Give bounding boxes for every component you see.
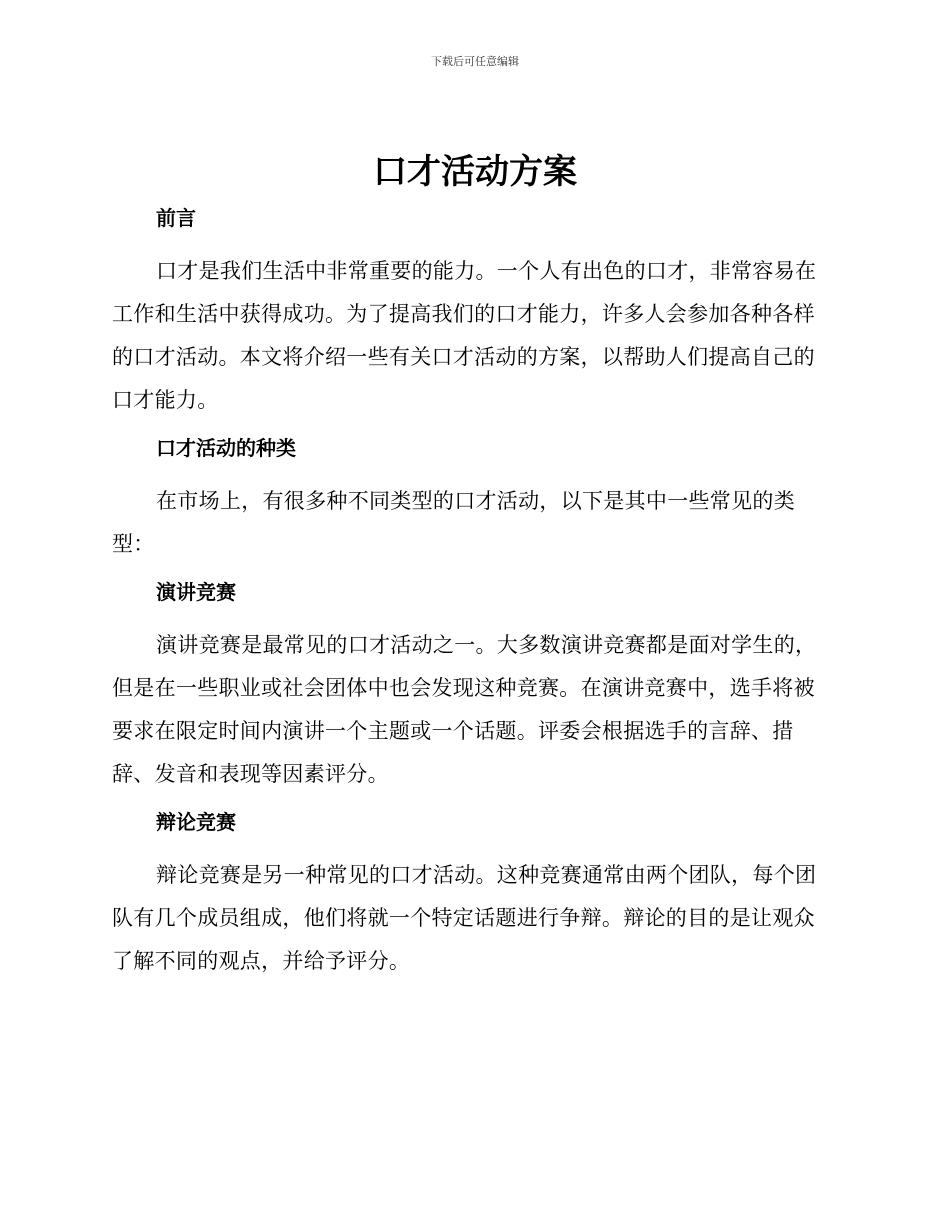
section-debate-contest [112, 808, 832, 983]
header-note: 下载后可任意编辑 [431, 55, 519, 68]
section-paragraph: 演讲竞赛是最常见的口才活动之一。大多数演讲竞赛都是面对学生的，但是在一些职业或社会团体中也会发现这种竞赛。在演讲竞赛中，选手将被要求在限定时间内演讲一个主题或一个话题。评委会根据选手的言辞、措辞、发音和表现等因素评分。 [112, 633, 817, 786]
section-heading: 口才活动的种类 [156, 436, 296, 460]
section-preface [112, 204, 832, 422]
section-paragraph: 在市场上，有很多种不同类型的口才活动，以下是其中一些常见的类型： [112, 489, 795, 556]
section-paragraph: 口才是我们生活中非常重要的能力。一个人有出色的口才，非常容易在工作和生活中获得成功。为了提高我们的口才能力，许多人会参加各种各样的口才活动。本文将介绍一些有关口才活动的方案，以帮助人们提高自己的口才能力。 [112, 259, 817, 412]
section-heading: 演讲竞赛 [156, 580, 236, 604]
section-speech-contest [112, 578, 832, 796]
document-title: 口才活动方案 [373, 152, 577, 192]
document-body [112, 198, 832, 995]
section-activity-types [112, 434, 832, 566]
section-heading: 前言 [156, 206, 196, 230]
section-paragraph: 辩论竞赛是另一种常见的口才活动。这种竞赛通常由两个团队，每个团队有几个成员组成，他们将就一个特定话题进行争辩。辩论的目的是让观众了解不同的观点，并给予评分。 [112, 863, 817, 973]
section-heading: 辩论竞赛 [156, 810, 236, 834]
